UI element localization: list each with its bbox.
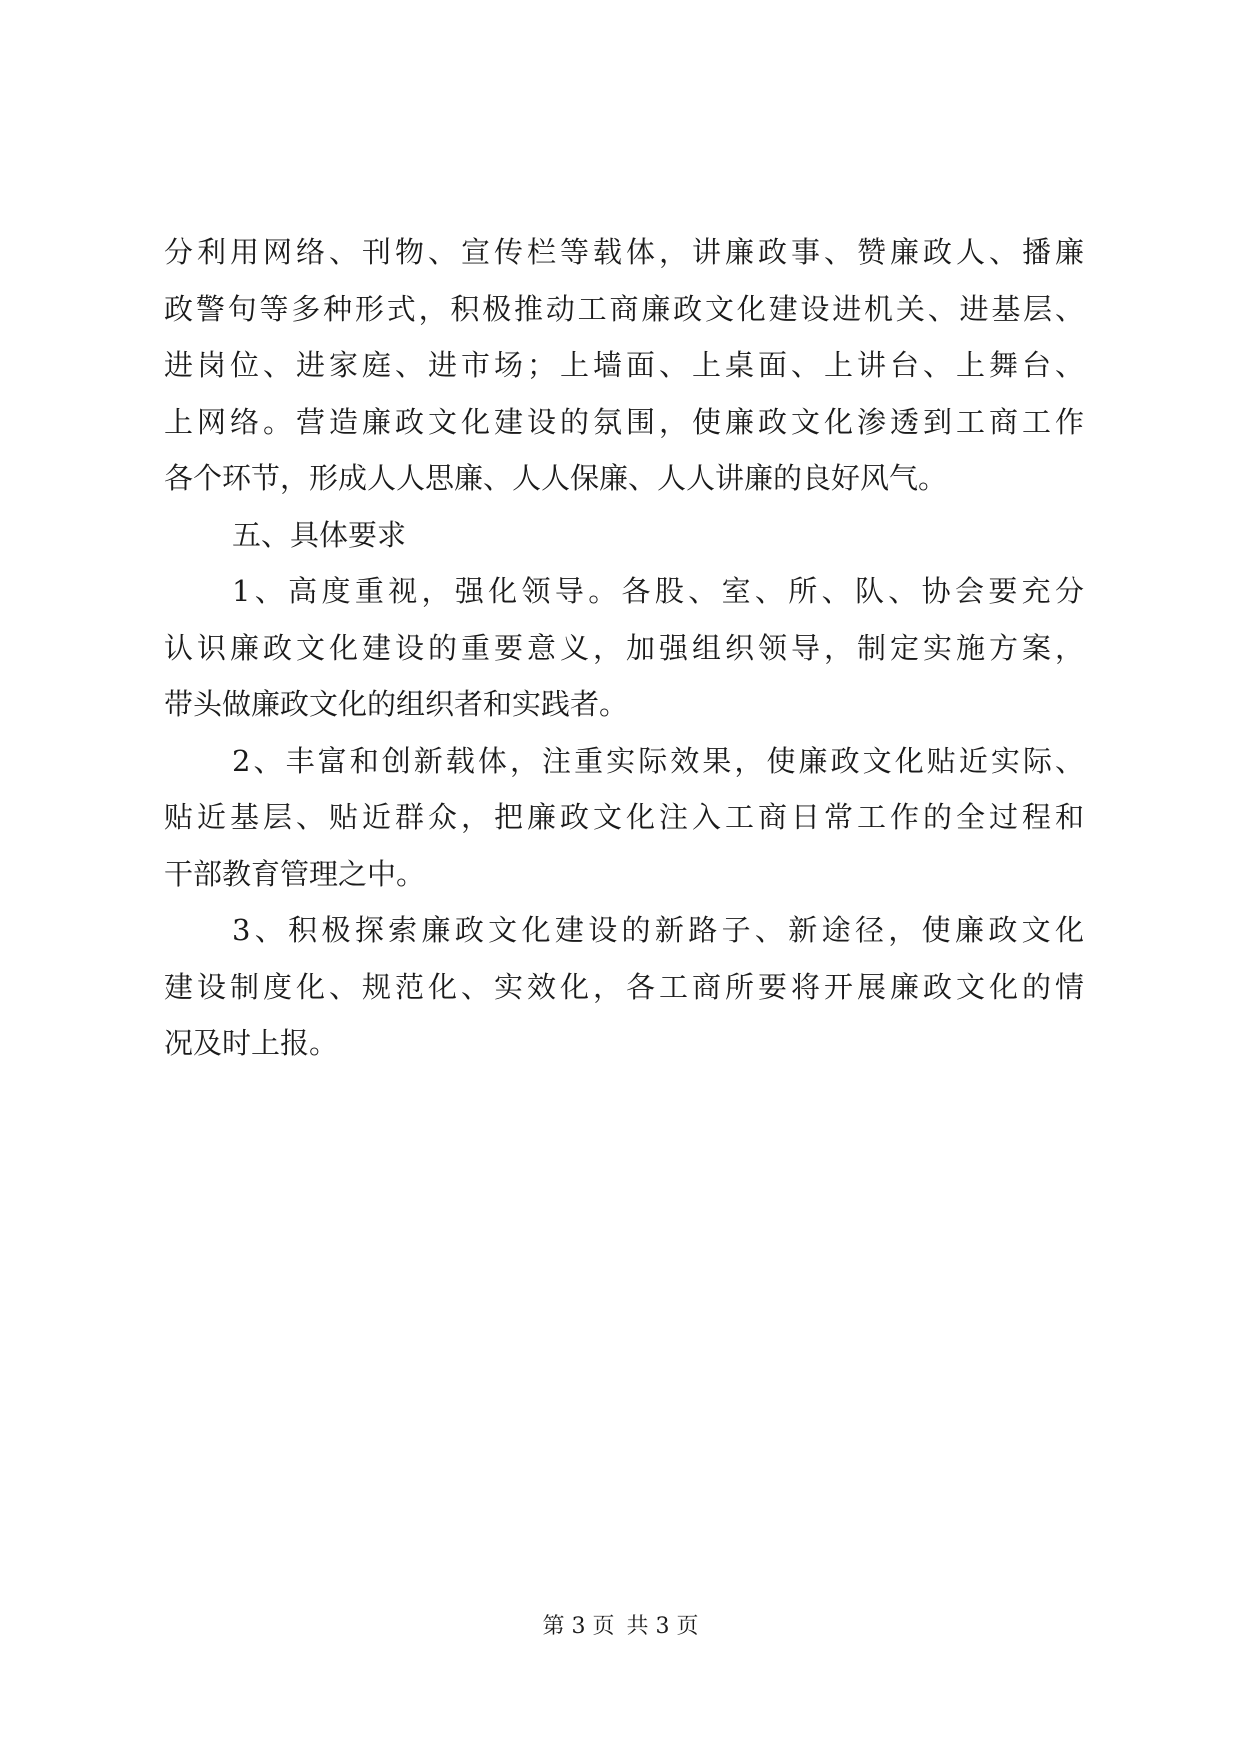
paragraph-line: 各个环节，形成人人思廉、人人保廉、人人讲廉的良好风气。	[164, 461, 948, 495]
paragraph-line: 况及时上报。	[164, 1026, 339, 1060]
paragraph-line: 进岗位、进家庭、进市场；上墙面、上桌面、上讲台、上舞台、	[164, 348, 1084, 382]
paragraph-line: 干部教育管理之中。	[164, 856, 426, 891]
paragraph-line: 政警句等多种形式，积极推动工商廉政文化建设进机关、进基层、	[164, 291, 1084, 326]
section-heading: 五、具体要求	[232, 517, 407, 552]
paragraph-line: 3、积极探索廉政文化建设的新路子、新途径，使廉政文化	[232, 913, 1084, 947]
paragraph-line: 分利用网络、刊物、宣传栏等载体，讲廉政事、赞廉政人、播廉	[164, 235, 1084, 269]
document-body	[164, 224, 1084, 1072]
paragraph-line: 认识廉政文化建设的重要意义，加强组织领导，制定实施方案，	[164, 630, 1084, 665]
paragraph-line: 带头做廉政文化的组织者和实践者。	[164, 687, 629, 721]
paragraph-line: 2、丰富和创新载体，注重实际效果，使廉政文化贴近实际、	[232, 743, 1084, 778]
paragraph-line: 1、高度重视，强化领导。各股、室、所、队、协会要充分	[232, 574, 1084, 608]
paragraph-line: 上网络。营造廉政文化建设的氛围，使廉政文化渗透到工商工作	[164, 404, 1084, 439]
paragraph-line: 建设制度化、规范化、实效化，各工商所要将开展廉政文化的情	[164, 969, 1084, 1004]
page-number: 第 3 页	[542, 1614, 615, 1639]
page-footer	[0, 1612, 1241, 1642]
paragraph-line: 贴近基层、贴近群众，把廉政文化注入工商日常工作的全过程和	[164, 800, 1084, 834]
page-total: 共 3 页	[626, 1614, 699, 1639]
